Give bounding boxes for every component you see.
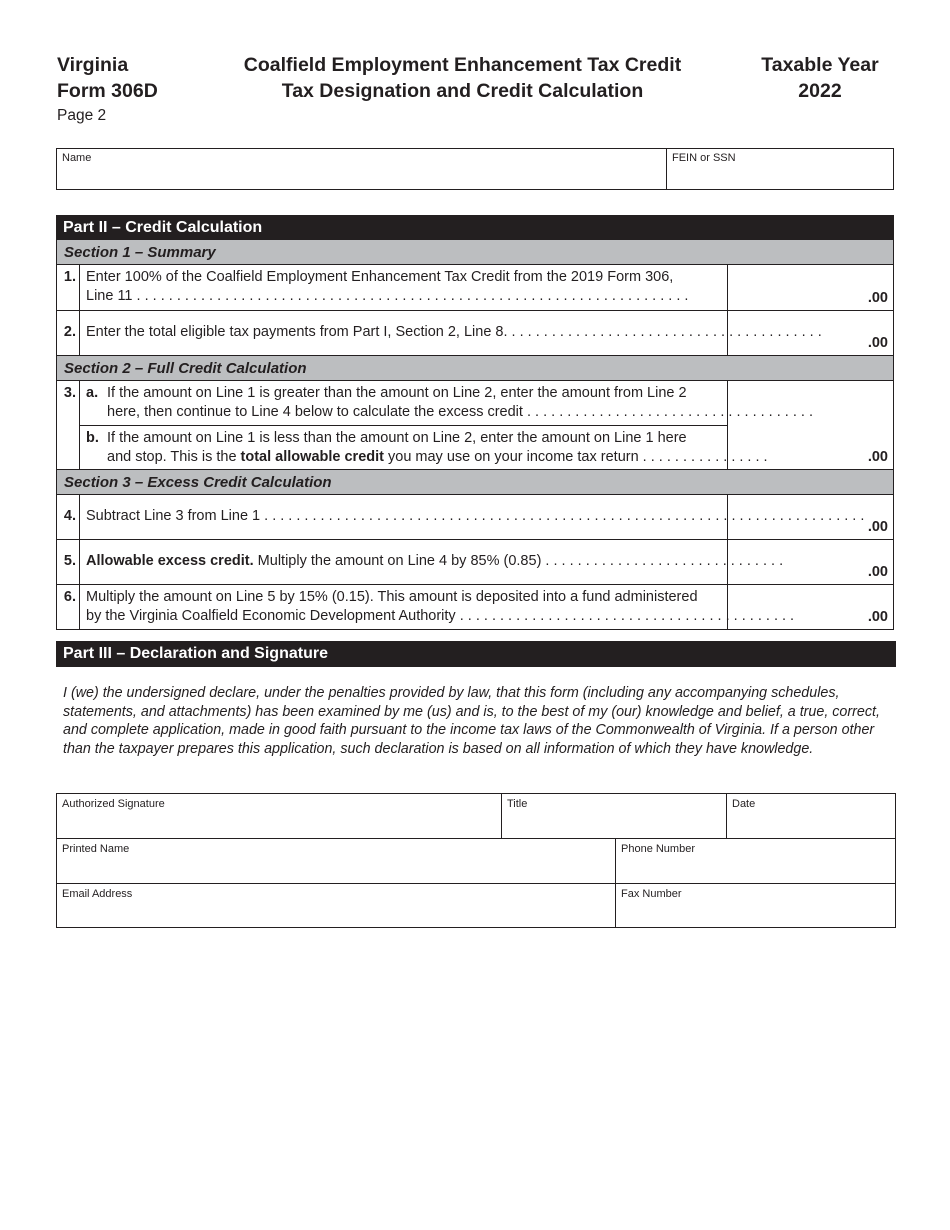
signature-table — [56, 793, 896, 928]
line-number: 3. — [57, 381, 80, 469]
phone-number-field[interactable]: Phone Number — [621, 843, 695, 855]
form-title-line1: Coalfield Employment Enhancement Tax Credit — [243, 54, 682, 76]
name-label: Name — [62, 152, 92, 164]
state-name: Virginia — [57, 54, 129, 76]
fein-ssn-field[interactable] — [667, 149, 893, 189]
form-title-line2: Tax Designation and Credit Calculation — [281, 80, 644, 102]
form-number: Form 306D — [57, 80, 158, 102]
signature-row — [57, 794, 895, 839]
line-6-amount-field[interactable] — [728, 585, 893, 629]
line-3a: a. If the amount on Line 1 is greater than the amount on Line 2, enter the amount from Line 2 here, then continue to Line 4 below to calculate the excess credit . . . . . . . . . . . . . . . . . . . . . . . . . . . . . . . . . . . . — [80, 381, 727, 426]
name-phone-row — [57, 839, 895, 884]
taxable-year-value: 2022 — [798, 80, 842, 102]
line-1-amount-field[interactable] — [728, 265, 893, 310]
line-5-text: Allowable excess credit. Multiply the amount on Line 4 by 85% (0.85) . . . . . . . . . . . . . . . . . . . . . . . . . . . . . . — [80, 540, 728, 584]
line-3a-label: a. — [86, 385, 99, 401]
line-1-row — [56, 265, 894, 311]
fein-ssn-label: FEIN or SSN — [672, 152, 736, 164]
line-1-text — [80, 265, 728, 310]
line-1-amount: .00 — [867, 290, 888, 306]
line-5-amount: .00 — [867, 564, 888, 580]
line-4-amount-field[interactable] — [728, 495, 893, 539]
printed-name-field[interactable]: Printed Name — [57, 839, 616, 883]
line-3-amount-field[interactable] — [728, 381, 893, 469]
taxpayer-id-box — [56, 148, 894, 190]
line-6-text: Multiply the amount on Line 5 by 15% (0.15). This amount is deposited into a fund administered by the Virginia Coalfield Economic Development Authority . . . . . . . . . . . . . . . . . . . . . . . . . . . . . . . . . . . . . . . . . . — [80, 585, 728, 629]
part2-title: Part II – Credit Calculation — [56, 215, 894, 240]
line-3b-label: b. — [86, 430, 99, 446]
line-5-amount-field[interactable] — [728, 540, 893, 584]
form-title — [180, 52, 745, 104]
line-number: 6. — [57, 585, 80, 629]
line-5-row — [56, 540, 894, 585]
line-2-text: Enter the total eligible tax payments from Part I, Section 2, Line 8. . . . . . . . . . . . . . . . . . . . . . . . . . . . . . . . . . . . . . . . — [80, 311, 728, 355]
date-field[interactable]: Date — [732, 798, 756, 810]
line-3b: b. If the amount on Line 1 is less than the amount on Line 2, enter the amount on Line 1 here and stop. This is the total allowable credit you may use on your income tax return . . . . . . . . . . . . . . . . — [86, 430, 768, 465]
line-2-row — [56, 311, 894, 356]
line-3-amount: .00 — [867, 449, 888, 465]
line-4-text: Subtract Line 3 from Line 1 . . . . . . . . . . . . . . . . . . . . . . . . . . . . . . . . . . . . . . . . . . . . . . . . . . . . . . . . . . . . . . . . . . . . . . . . . . . — [80, 495, 728, 539]
taxable-year-label: Taxable Year — [761, 54, 879, 76]
email-address-field[interactable]: Email Address — [57, 884, 616, 927]
taxable-year — [735, 52, 905, 104]
section3-header: Section 3 – Excess Credit Calculation — [56, 470, 894, 495]
line-1-text-a: Enter 100% of the Coalfield Employment Enhancement Tax Credit from the 2019 Form 306, — [86, 269, 674, 285]
page-number: Page 2 — [57, 107, 107, 124]
name-field[interactable] — [57, 149, 667, 189]
part3-declaration — [56, 641, 896, 667]
title-field[interactable]: Title — [502, 794, 727, 838]
section1-header: Section 1 – Summary — [56, 240, 894, 265]
part3-title: Part III – Declaration and Signature — [56, 641, 896, 667]
section2-header: Section 2 – Full Credit Calculation — [56, 356, 894, 381]
line-1-text-b: Line 11 . . . . . . . . . . . . . . . . . . . . . . . . . . . . . . . . . . . . . . . . . . . . . . . . . . . . . . . . . . . . . . . . . . . . . — [86, 288, 689, 304]
line-number: 5. — [57, 540, 80, 584]
line-number: 1. — [57, 265, 80, 310]
email-fax-row — [57, 884, 895, 927]
line-6-amount: .00 — [867, 609, 888, 625]
line-3-text — [80, 381, 813, 469]
line-3-row — [56, 381, 894, 470]
line-2-amount: .00 — [867, 335, 888, 351]
line-4-amount: .00 — [867, 519, 888, 535]
part2-credit-calculation — [56, 215, 894, 630]
line-4-row — [56, 495, 894, 540]
line-number: 2. — [57, 311, 80, 355]
line-number: 4. — [57, 495, 80, 539]
form-identifier — [57, 52, 158, 104]
declaration-text: I (we) the undersigned declare, under the penalties provided by law, that this form (including any accompanying schedules, statements, and attachments) has been examined by me (us) and is, to the best of my (our) knowledge and belief, a true, correct, and complete application, made in good faith pursuant to the income tax laws of the Commonwealth of Virginia. If a person other than the taxpayer prepares this application, such declaration is based on all information of which they have knowledge. — [63, 685, 880, 758]
authorized-signature-field[interactable]: Authorized Signature — [57, 794, 502, 838]
fax-number-field[interactable]: Fax Number — [621, 888, 682, 900]
line-2-amount-field[interactable] — [728, 311, 893, 355]
line-6-row — [56, 585, 894, 630]
